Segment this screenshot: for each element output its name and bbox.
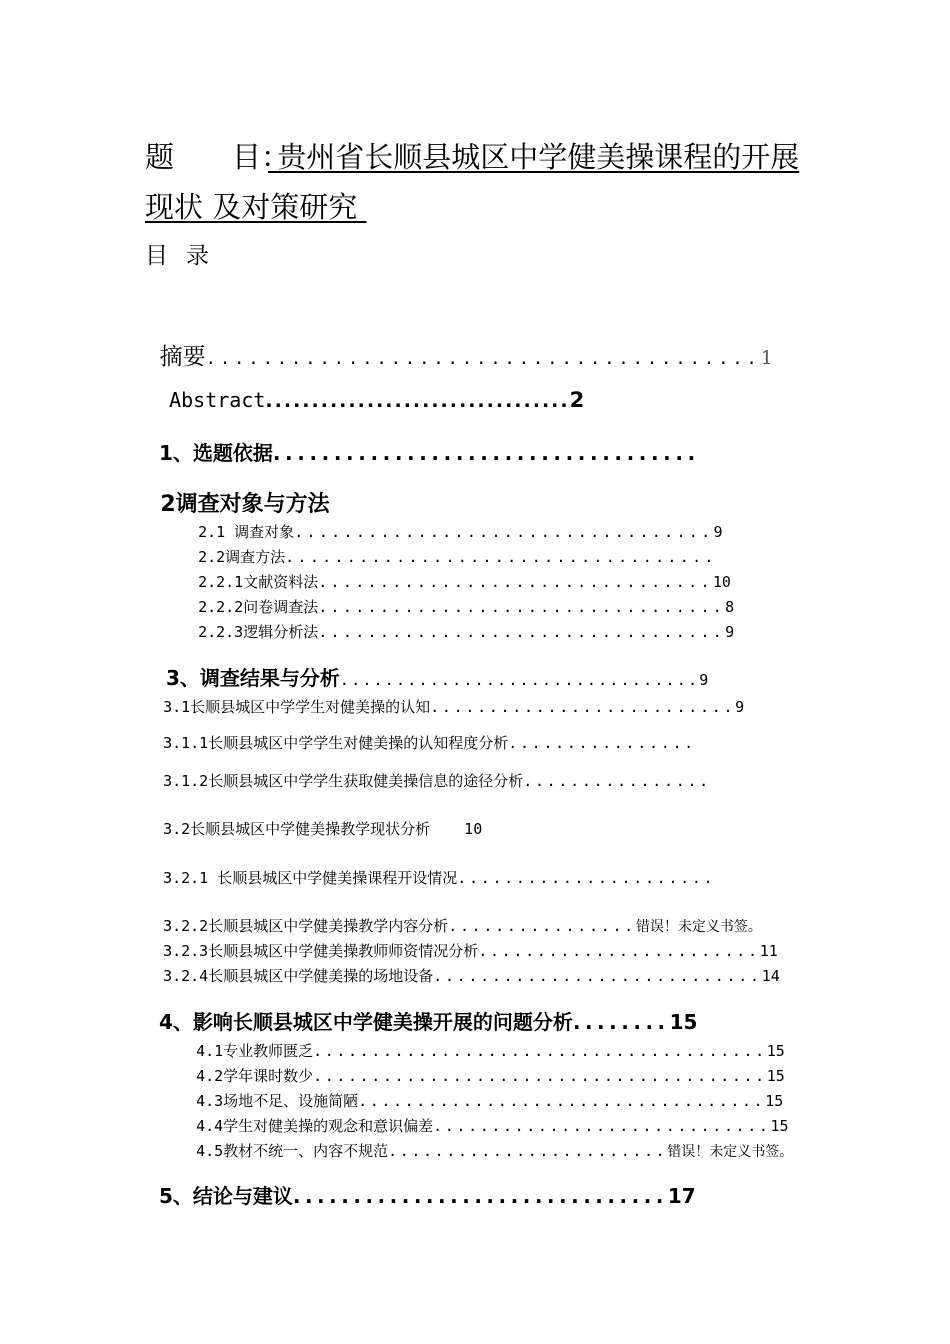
toc-leader-dots: ................ [523,772,711,790]
toc-leader-dots: ........................ [388,1142,668,1160]
toc-entry-label: 5、结论与建议 [158,1184,293,1208]
toc-entry-label: 2调查对象与方法 [160,492,330,517]
toc-entry-3-2-1[interactable] [145,849,715,888]
toc-leader-dots: ................ [508,734,696,752]
toc-entry-label: 4.1专业教师匮乏 [196,1042,314,1060]
toc-leader-dots: ................................. [265,390,570,412]
toc-leader-dots: .......................... [430,698,736,716]
title-line-1: 贵州省长顺县城区中学健美操课程的开展 [268,140,800,174]
toc-entry-3-2-4[interactable] [145,947,780,986]
toc-entry-label: 2.2.2问卷调查法 [198,598,319,616]
toc-entry-label: 3.2长顺县城区中学健美操教学现状分析 [163,820,431,838]
toc-leader-dots: ................................ [318,573,713,591]
toc-entry-label: 3、调查结果与分析 [165,666,340,690]
toc-entry-label: 摘要 [159,344,206,370]
toc-entry-label: 2.1 调查对象 [198,523,295,541]
toc-entry-abstract-en[interactable] [145,364,584,412]
toc-entry-2-2-3[interactable] [180,603,734,642]
toc-entry-label: 4.4学生对健美操的观念和意识偏差 [196,1117,434,1135]
toc-page-number: 9 [725,623,735,641]
toc-leader-dots: ................................. [318,623,726,641]
toc-entry-label: 2.2.3逻辑分析法 [198,623,319,641]
toc-entry-section-5[interactable] [145,1156,696,1209]
toc-entry-3-1[interactable] [145,678,744,717]
toc-leader-dots: ........ [572,1010,670,1034]
toc-page-error: 错误！未定义书签。 [667,1144,794,1160]
toc-entry-label: 2.2.1文献资料法 [198,573,319,591]
toc-page-number: 2 [569,388,585,412]
toc-leader-dots: ........................ [478,942,760,960]
toc-leader-dots: ....................................... [313,1042,767,1060]
toc-page-number: 9 [699,671,709,689]
toc-entry-3-2[interactable] [145,800,482,839]
toc-entry-label: 3.2.4长顺县城区中学健美操的场地设备 [163,967,434,985]
toc-entry-label: 1、选题依据 [158,441,273,465]
toc-leader-dots: ................................... [358,1092,766,1110]
toc-page-number: 15 [765,1092,784,1110]
toc-page-number: 11 [759,942,778,960]
toc-leader-dots: ................................ [339,671,700,689]
toc-entry-label: 4、影响长顺县城区中学健美操开展的问题分析 [158,1010,573,1034]
toc-page-number: 14 [761,967,780,985]
toc-entry-section-1[interactable] [145,413,700,466]
toc-leader-dots: ................ [448,917,636,935]
toc-leader-dots: ....................................... [313,1067,767,1085]
toc-entry-3-1-1[interactable] [145,714,696,753]
toc-leader-dots: ............................ [433,967,762,985]
toc-page-number: 9 [735,698,745,716]
toc-page-number: 17 [667,1184,696,1208]
toc-page-number: 15 [770,1117,789,1135]
toc-leader-dots: ...................... [457,869,716,887]
toc-leader-dots: ............................. [433,1117,771,1135]
toc-page-number: 1 [760,347,773,369]
toc-entry-label: 3.2.1 长顺县城区中学健美操课程开设情况 [163,869,458,887]
toc-entry-label: Abstract [169,388,266,412]
toc-entry-label: 4.3场地不足、设施简陋 [196,1092,359,1110]
toc-entry-label: 3.1.2长顺县城区中学学生获取健美操信息的途径分析 [163,772,524,790]
toc-entry-label: 3.2.2长顺县城区中学健美操教学内容分析 [163,917,449,935]
title-label: 题 目： [145,140,291,174]
toc-entry-abstract-cn[interactable] [145,312,773,371]
toc-page-number: 15 [766,1042,785,1060]
toc-entry-label: 3.1.1长顺县城区中学学生对健美操的认知程度分析 [163,734,509,752]
toc-heading: 目录 [145,243,227,269]
toc-leader-dots: ................................... [272,441,700,465]
toc-page-number: 8 [725,598,735,616]
toc-entry-label: 2.2调查方法 [198,548,286,566]
toc-leader-dots: ................................... [285,548,717,566]
toc-entry-label: 3.1长顺县城区中学学生对健美操的认知 [163,698,431,716]
toc-page-error: 错误！未定义书签。 [635,919,762,935]
toc-entry-label: 3.2.3长顺县城区中学健美操教师师资情况分析 [163,942,479,960]
toc-leader-dots: ....................................... [205,349,761,369]
toc-leader-dots: .................................. [294,523,714,541]
toc-page-number: 15 [766,1067,785,1085]
toc-entry-3-1-2[interactable] [145,752,711,791]
toc-page-number: 10 [464,820,483,838]
toc-page-number: 15 [669,1010,698,1034]
toc-leader-dots: ................................. [318,598,726,616]
toc-page-number: 9 [713,523,723,541]
toc-entry-label: 4.2学年课时数少 [196,1067,314,1085]
title-line-2: 现状 及对策研究 [145,190,367,224]
toc-entry-label: 4.5教材不统一、内容不规范 [196,1142,389,1160]
toc-page-number: 10 [712,573,731,591]
toc-leader-dots: ............................... [292,1184,668,1208]
